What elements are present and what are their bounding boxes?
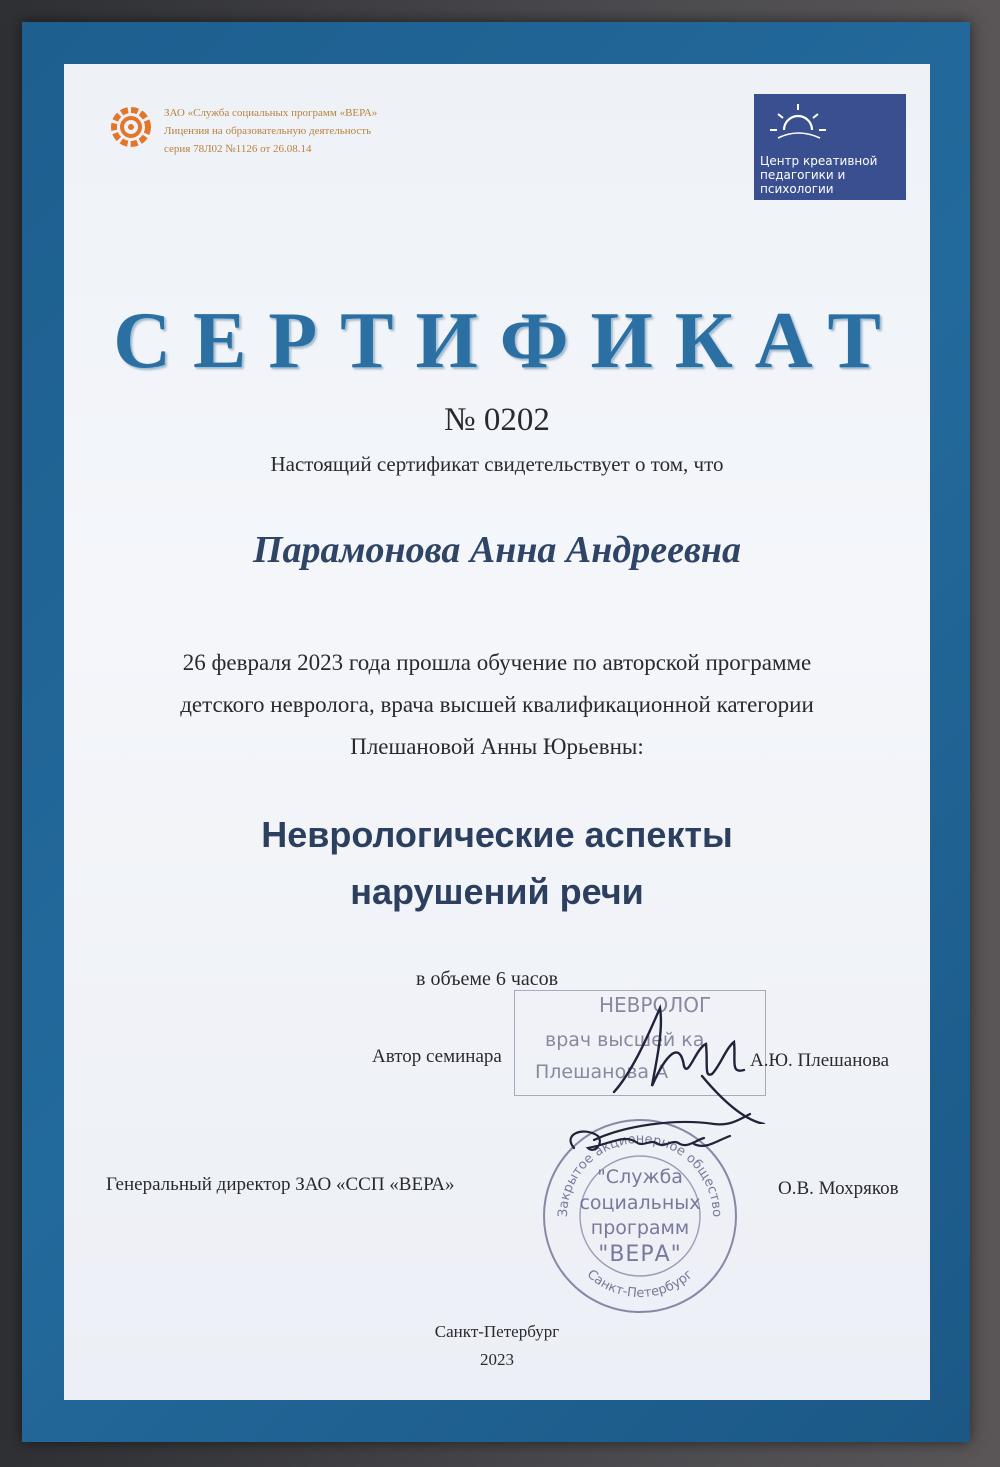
seal-line-3: программ [590, 1217, 690, 1239]
seal-line-1: "Служба [597, 1166, 683, 1188]
certificate-frame [22, 22, 970, 1442]
recipient-name: Парамонова Анна Андреевна [252, 529, 742, 571]
orange-gear-logo-icon [108, 104, 154, 150]
footer-year: 2023 [480, 1350, 514, 1369]
seal-ring-top-text: Закрытое акционерное общество [555, 1131, 725, 1218]
description-line-1: 26 февраля 2023 года прошла обучение по авторской программе [182, 650, 812, 675]
rect-stamp-line-1: НЕВРОЛОГ [599, 993, 712, 1017]
director-name: О.В. Мохряков [778, 1178, 899, 1199]
center-line-3: психологии [760, 182, 834, 196]
author-signature [604, 974, 774, 1124]
course-volume: в объеме 6 часов [416, 968, 559, 990]
seal-ring-bottom-text: Санкт-Петербург [583, 1266, 697, 1302]
rect-stamp-line-3: Плешанова А [535, 1061, 669, 1083]
director-label: Генеральный директор ЗАО «ССП «ВЕРА» [106, 1174, 455, 1195]
course-title-line-1: Неврологические аспекты [261, 814, 733, 855]
course-title [64, 806, 930, 920]
author-name: А.Ю. Плешанова [750, 1050, 890, 1071]
author-label: Автор семинара [372, 1046, 502, 1067]
rect-stamp-line-2: врач высшей ка [545, 1029, 705, 1051]
certificate-panel [64, 64, 930, 1400]
org-name: ЗАО «Служба социальных программ «ВЕРА» [164, 107, 378, 119]
creative-center-logo [754, 94, 906, 200]
training-description [64, 642, 930, 768]
center-line-2: педагогики и [760, 168, 846, 182]
seal-line-4: "ВЕРА" [598, 1242, 682, 1267]
org-license-series: серия 78Л02 №1126 от 26.08.14 [164, 143, 312, 155]
center-line-1: Центр креативной [760, 154, 878, 168]
description-line-3: Плешановой Анны Юрьевны: [350, 734, 644, 759]
seal-line-2: социальных [579, 1192, 701, 1214]
org-license: Лицензия на образовательную деятельность [164, 125, 372, 137]
organization-info [164, 104, 377, 158]
course-title-line-2: нарушений речи [350, 871, 644, 912]
description-line-2: детского невролога, врача высшей квалификационной категории [180, 692, 814, 717]
certificate-intro: Настоящий сертификат свидетельствует о том, что [270, 452, 724, 476]
certificate-title: СЕРТИФИКАТ [113, 297, 903, 385]
director-signature [554, 1104, 754, 1184]
certificate-number: № 0202 [444, 402, 550, 438]
sun-icon [764, 100, 834, 144]
footer-city: Санкт-Петербург [434, 1322, 560, 1341]
creative-center-name [760, 154, 902, 196]
